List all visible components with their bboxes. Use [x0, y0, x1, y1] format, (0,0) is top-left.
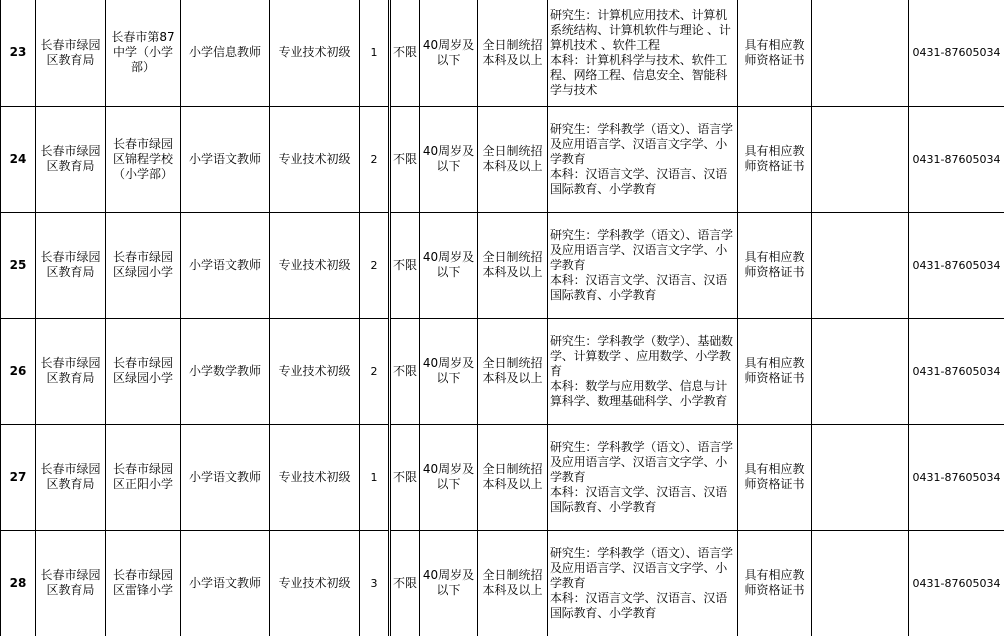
- position-name-cell: 小学信息教师: [181, 0, 270, 106]
- position-name-cell: 小学数学教师: [181, 318, 270, 424]
- hire-count-cell: 1: [360, 424, 390, 530]
- hiring-unit-cell: 长春市绿园区绿园小学: [106, 212, 181, 318]
- position-level-cell: 专业技术初级: [270, 0, 360, 106]
- education-requirement-cell: 全日制统招本科及以上: [478, 424, 548, 530]
- position-level-cell: 专业技术初级: [270, 318, 360, 424]
- department-cell: 长春市绿园区教育局: [36, 0, 106, 106]
- hiring-unit-cell: 长春市绿园区正阳小学: [106, 424, 181, 530]
- position-name-cell: 小学语文教师: [181, 212, 270, 318]
- education-requirement-cell: 全日制统招本科及以上: [478, 106, 548, 212]
- contact-phone-cell: 0431-87605034: [909, 530, 1004, 636]
- age-requirement-cell: 40周岁及以下: [420, 106, 478, 212]
- row-number: 26: [1, 318, 36, 424]
- row-number: 24: [1, 106, 36, 212]
- hiring-unit-cell: 长春市第87中学（小学部）: [106, 0, 181, 106]
- position-name-cell: 小学语文教师: [181, 106, 270, 212]
- hire-count-cell: 2: [360, 212, 390, 318]
- position-level-cell: 专业技术初级: [270, 212, 360, 318]
- department-cell: 长春市绿园区教育局: [36, 530, 106, 636]
- position-level-cell: 专业技术初级: [270, 530, 360, 636]
- department-cell: 长春市绿园区教育局: [36, 106, 106, 212]
- position-name-cell: 小学语文教师: [181, 424, 270, 530]
- table-row: [1, 318, 1004, 424]
- certificate-requirement-cell: 具有相应教师资格证书: [738, 424, 812, 530]
- gender-cell: 不限: [390, 212, 420, 318]
- contact-phone-cell: 0431-87605034: [909, 106, 1004, 212]
- contact-phone-cell: 0431-87605034: [909, 0, 1004, 106]
- age-requirement-cell: 40周岁及以下: [420, 530, 478, 636]
- hire-count-cell: 2: [360, 106, 390, 212]
- other-requirement-cell: [812, 424, 909, 530]
- row-number: 28: [1, 530, 36, 636]
- major-requirement-cell: 研究生：学科教学（语文）、语言学及应用语言学、汉语言文字学、小学教育 本科：汉语言文学、汉语言、汉语国际教育、小学教育: [548, 106, 738, 212]
- gender-cell: 不限: [390, 530, 420, 636]
- table-row: [1, 212, 1004, 318]
- certificate-requirement-cell: 具有相应教师资格证书: [738, 212, 812, 318]
- position-level-cell: 专业技术初级: [270, 106, 360, 212]
- major-requirement-cell: 研究生：学科教学（语文）、语言学及应用语言学、汉语言文字学、小学教育 本科：汉语言文学、汉语言、汉语国际教育、小学教育: [548, 530, 738, 636]
- certificate-requirement-cell: 具有相应教师资格证书: [738, 530, 812, 636]
- other-requirement-cell: [812, 530, 909, 636]
- other-requirement-cell: [812, 318, 909, 424]
- row-number: 25: [1, 212, 36, 318]
- education-requirement-cell: 全日制统招本科及以上: [478, 318, 548, 424]
- gender-cell: 不限: [390, 424, 420, 530]
- other-requirement-cell: [812, 106, 909, 212]
- hiring-unit-cell: 长春市绿园区绿园小学: [106, 318, 181, 424]
- hiring-unit-cell: 长春市绿园区锦程学校（小学部）: [106, 106, 181, 212]
- education-requirement-cell: 全日制统招本科及以上: [478, 0, 548, 106]
- table-row: [1, 424, 1004, 530]
- contact-phone-cell: 0431-87605034: [909, 318, 1004, 424]
- row-number: 27: [1, 424, 36, 530]
- department-cell: 长春市绿园区教育局: [36, 212, 106, 318]
- major-requirement-cell: 研究生：学科教学（语文）、语言学及应用语言学、汉语言文字学、小学教育 本科：汉语言文学、汉语言、汉语国际教育、小学教育: [548, 212, 738, 318]
- gender-cell: 不限: [390, 106, 420, 212]
- gender-cell: 不限: [390, 318, 420, 424]
- department-cell: 长春市绿园区教育局: [36, 424, 106, 530]
- hire-count-cell: 3: [360, 530, 390, 636]
- table-row: [1, 530, 1004, 636]
- major-requirement-cell: 研究生：学科教学（语文）、语言学及应用语言学、汉语言文字学、小学教育 本科：汉语言文学、汉语言、汉语国际教育、小学教育: [548, 424, 738, 530]
- age-requirement-cell: 40周岁及以下: [420, 212, 478, 318]
- hire-count-cell: 1: [360, 0, 390, 106]
- age-requirement-cell: 40周岁及以下: [420, 318, 478, 424]
- table-row: [1, 0, 1004, 106]
- contact-phone-cell: 0431-87605034: [909, 212, 1004, 318]
- table-row: [1, 106, 1004, 212]
- contact-phone-cell: 0431-87605034: [909, 424, 1004, 530]
- education-requirement-cell: 全日制统招本科及以上: [478, 530, 548, 636]
- certificate-requirement-cell: 具有相应教师资格证书: [738, 106, 812, 212]
- age-requirement-cell: 40周岁及以下: [420, 424, 478, 530]
- major-requirement-cell: 研究生：学科教学（数学）、基础数学、计算数学 、应用数学、小学教育 本科：数学与应用数学、信息与计算科学、数理基础科学、小学教育: [548, 318, 738, 424]
- other-requirement-cell: [812, 0, 909, 106]
- hire-count-cell: 2: [360, 318, 390, 424]
- department-cell: 长春市绿园区教育局: [36, 318, 106, 424]
- hiring-unit-cell: 长春市绿园区雷锋小学: [106, 530, 181, 636]
- education-requirement-cell: 全日制统招本科及以上: [478, 212, 548, 318]
- certificate-requirement-cell: 具有相应教师资格证书: [738, 0, 812, 106]
- table-body: [1, 0, 1004, 636]
- row-number: 23: [1, 0, 36, 106]
- major-requirement-cell: 研究生：计算机应用技术、计算机系统结构、计算机软件与理论 、计算机技术 、软件工程 本科：计算机科学与技术、软件工程、网络工程、信息安全、智能科学与技术: [548, 0, 738, 106]
- position-name-cell: 小学语文教师: [181, 530, 270, 636]
- certificate-requirement-cell: 具有相应教师资格证书: [738, 318, 812, 424]
- age-requirement-cell: 40周岁及以下: [420, 0, 478, 106]
- gender-cell: 不限: [390, 0, 420, 106]
- other-requirement-cell: [812, 212, 909, 318]
- position-level-cell: 专业技术初级: [270, 424, 360, 530]
